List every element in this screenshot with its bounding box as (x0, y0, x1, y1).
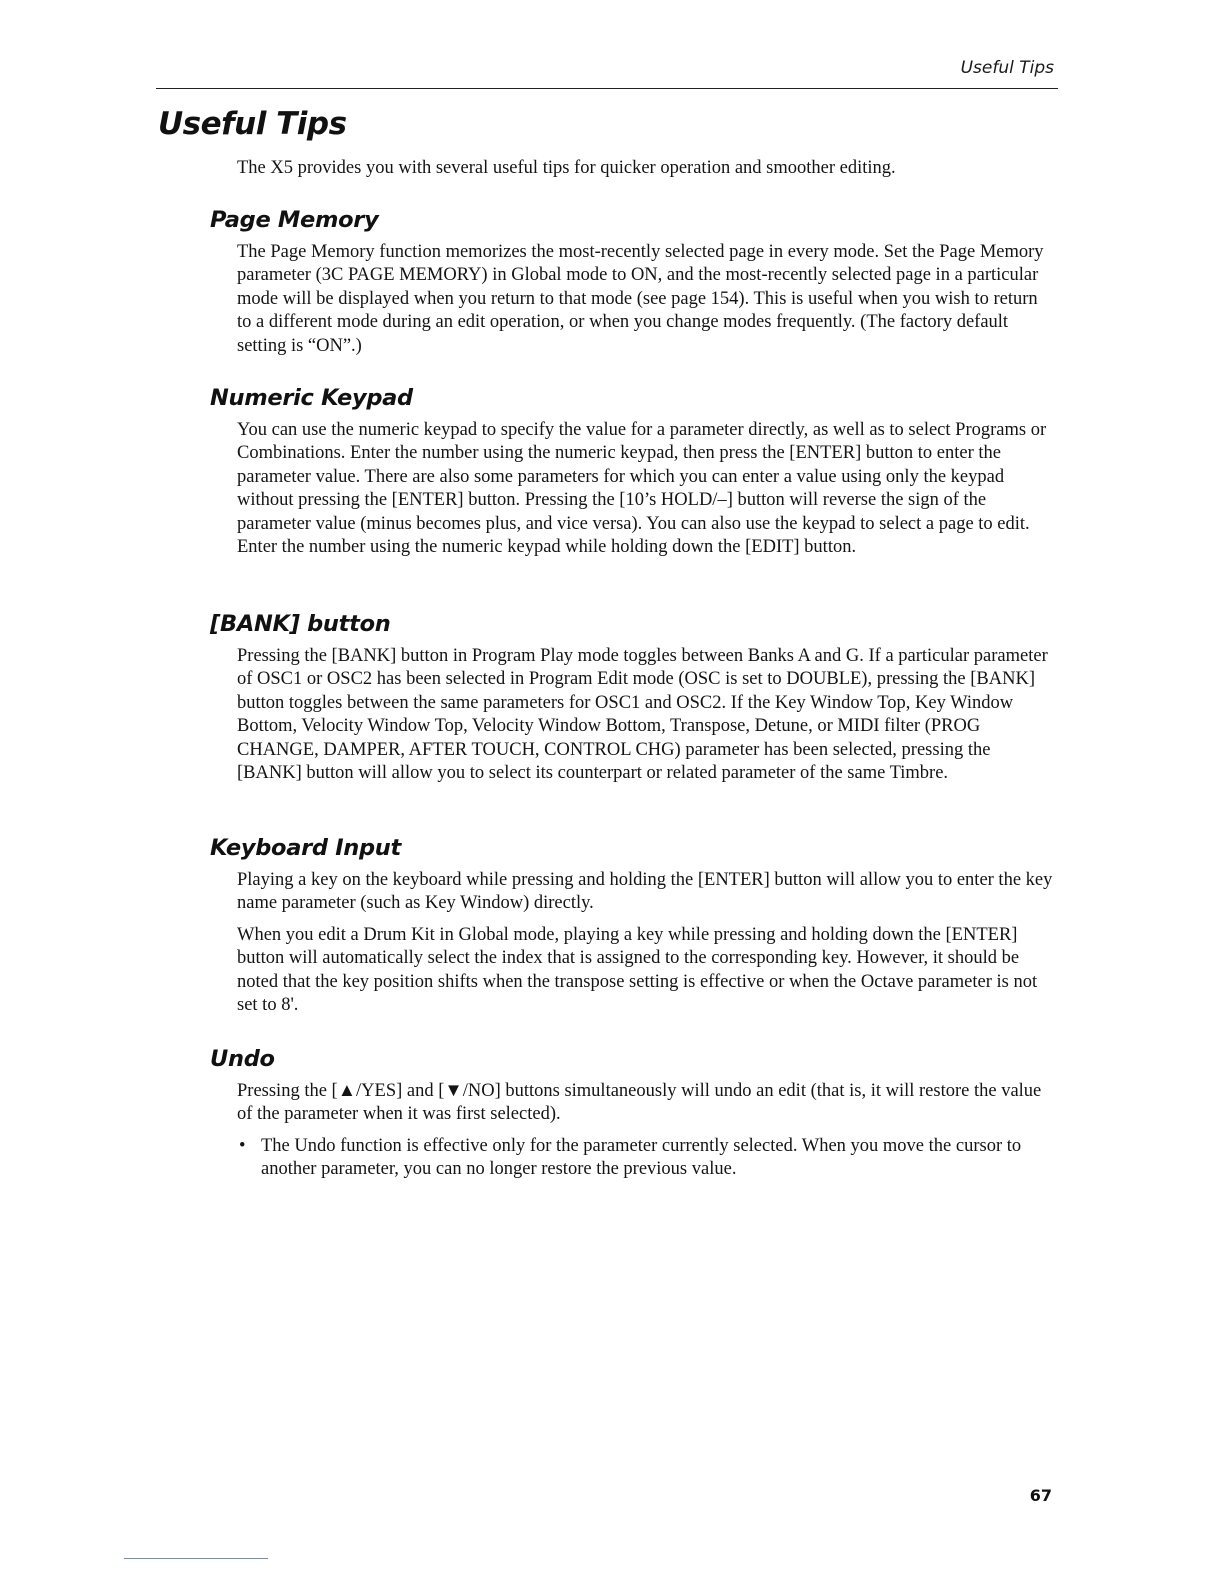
list-item-text: The Undo function is effective only for the parameter currently selected. When you move the cursor to another parameter, you can no longer restore the previous value. (261, 1135, 1022, 1180)
bullet-icon: • (239, 1135, 246, 1156)
section-paragraph: Pressing the [▲/YES] and [▼/NO] buttons simultaneously will undo an edit (that is, it will restore the value of the parameter when it was first selected). (237, 1081, 1042, 1125)
section-numeric-keypad (210, 383, 1058, 567)
section-paragraph: The Page Memory function memorizes the most-recently selected page in every mode. Set the Page Memory parameter (3C PAGE MEMORY) in Global mode to ON, and the most-recently selected page in a particular mode will be displayed when you return to that mode (see page 154). This is useful when you wish to return to a different mode during an edit operation, or when you change modes frequently. (The factory default setting is “ON”.) (237, 242, 1044, 356)
running-header: Useful Tips (960, 58, 1054, 78)
section-undo (210, 1044, 1058, 1182)
section-heading: [BANK] button (210, 611, 391, 637)
section-bank-button (210, 609, 1058, 793)
section-keyboard-input (210, 833, 1058, 1025)
page-title: Useful Tips (158, 106, 347, 142)
list-item (237, 1135, 1053, 1182)
section-paragraph: Playing a key on the keyboard while pressing and holding the [ENTER] button will allow you to enter the key name parameter (such as Key Window) directly. (237, 870, 1053, 914)
section-heading: Undo (210, 1046, 275, 1072)
page-number: 67 (1029, 1486, 1052, 1505)
intro-paragraph: The X5 provides you with several useful tips for quicker operation and smoother editing. (237, 158, 896, 178)
header-rule (156, 88, 1058, 89)
section-paragraph: When you edit a Drum Kit in Global mode, playing a key while pressing and holding down the [ENTER] button will automatically select the index that is assigned to the corresponding key. However, it should be noted that the key position shifts when the transpose setting is effective or when the Octave parameter is not set to 8'. (237, 924, 1038, 1016)
section-heading: Page Memory (210, 207, 379, 233)
bullet-list (237, 1135, 1053, 1182)
section-paragraph: Pressing the [BANK] button in Program Play mode toggles between Banks A and G. If a particular parameter of OSC1 or OSC2 has been selected in Program Edit mode (OSC is set to DOUBLE), pressing the [BANK] button toggles between the same parameters for OSC1 and OSC2. If the Key Window Top, Key Window Bottom, Velocity Window Top, Velocity Window Bottom, Transpose, Detune, or MIDI filter (PROG CHANGE, DAMPER, AFTER TOUCH, CONTROL CHG) parameter has been selected, pressing the [BANK] button will allow you to select its counterpart or related parameter of the same Timbre. (237, 646, 1048, 784)
section-heading: Keyboard Input (210, 835, 401, 861)
section-paragraph: You can use the numeric keypad to specify the value for a parameter directly, as well as to select Programs or Combinations. Enter the number using the numeric keypad, then press the [ENTER] button to enter the parameter value. There are also some parameters for which you can enter a value using only the keypad without pressing the [ENTER] button. Pressing the [10’s HOLD/–] button will reverse the sign of the parameter value (minus becomes plus, and vice versa). You can also use the keypad to select a page to edit. Enter the number using the numeric keypad while holding down the [EDIT] button. (237, 420, 1047, 558)
section-heading: Numeric Keypad (210, 385, 413, 411)
footer-rule (124, 1558, 268, 1559)
section-page-memory (210, 205, 1058, 366)
